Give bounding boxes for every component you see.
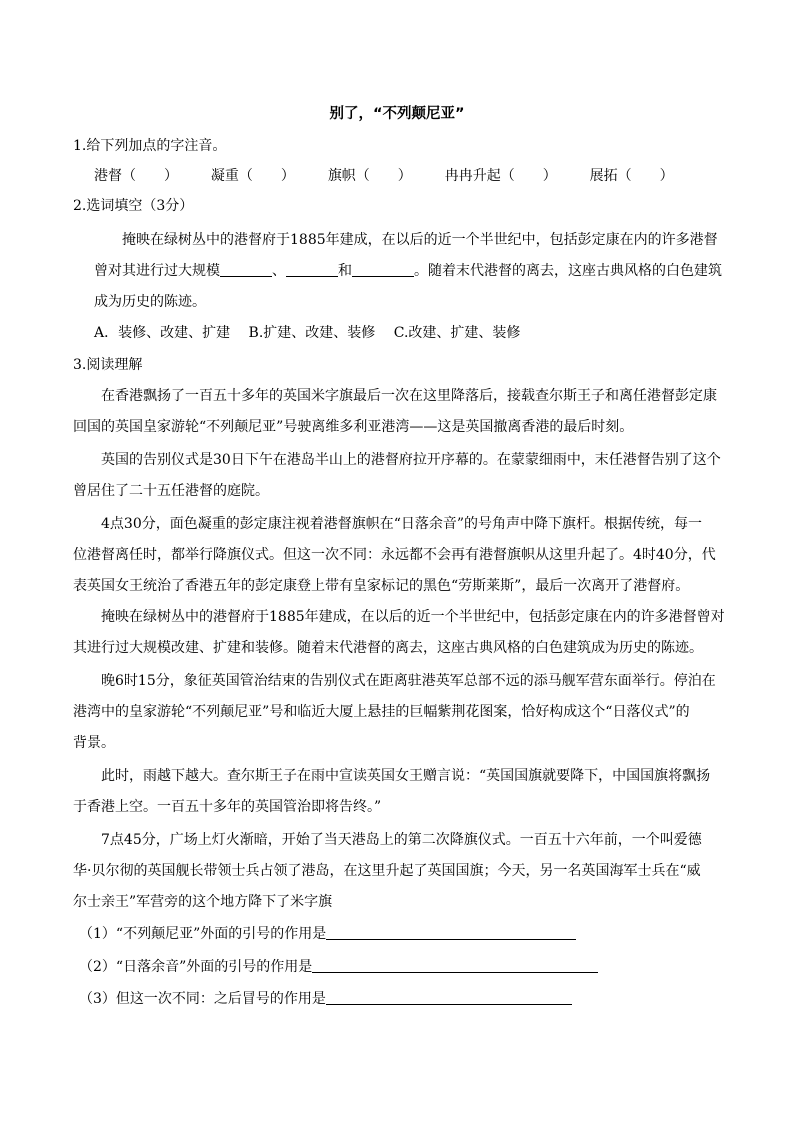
section1-heading: 1.给下列加点的字注音。 (73, 138, 227, 154)
reading-line: 其进行过大规模改建、扩建和装修。随着末代港督的离去，这座古典风格的白色建筑成为历史的陈迹。 (73, 640, 703, 656)
pinyin-item: 凝重（ ） (210, 168, 295, 184)
section2-heading: 2.选词填空（3分） (73, 198, 194, 214)
pinyin-item: 旗帜（ ） (327, 168, 412, 184)
reading-line: 此时，雨越下越大。查尔斯王子在雨中宣读英国女王赠言说：“英国国旗就要降下，中国国旗将飘扬 (101, 768, 711, 784)
question-1: （1）“不列颠尼亚”外面的引号的作用是 (79, 924, 576, 944)
reading-line: 曾居住了二十五任港督的庭院。 (73, 483, 269, 499)
question-2: （2）“日落余音”外面的引号的作用是 (79, 957, 598, 977)
answer-blank[interactable] (326, 990, 572, 1005)
reading-line: 于香港上空。一百五十多年的英国管治即将告终。” (73, 799, 382, 815)
fill-blank[interactable] (220, 262, 272, 277)
reading-line: 表英国女王统治了香港五年的彭定康登上带有皇家标记的黑色“劳斯莱斯”，最后一次离开了港督府。 (73, 578, 690, 594)
question-3: （3）但这一次不同：之后冒号的作用是 (79, 989, 572, 1009)
fill-blank[interactable] (286, 262, 338, 277)
fill-blank[interactable] (352, 262, 414, 277)
section2-para-line: 曾对其进行过大规模 、 和 。随着末代港督的离去，这座古典风格的白色建筑 (94, 263, 722, 279)
reading-line: 掩映在绿树丛中的港督府于1885年建成，在以后的近一个半世纪中，包括彭定康在内的许多港督曾对 (101, 609, 725, 625)
page-title: 别了，“不列颠尼亚” (329, 106, 465, 122)
reading-line: 尔士亲王”军营旁的这个地方降下了米字旗 (73, 894, 333, 910)
section2-para-line: 成为历史的陈迹。 (94, 294, 206, 310)
section3-heading: 3.阅读理解 (73, 357, 143, 373)
section2-para-line: 掩映在绿树丛中的港督府于1885年建成，在以后的近一个半世纪中，包括彭定康在内的许多港督 (122, 232, 718, 248)
reading-line: 7点45分，广场上灯火渐暗，开始了当天港岛上的第二次降旗仪式。一百五十六年前，一个叫爱德 (101, 832, 702, 848)
reading-line: 晚6时15分，象征英国管治结束的告别仪式在距离驻港英军总部不远的添马舰军营东面举行。停泊在 (101, 673, 716, 689)
reading-line: 在香港飘扬了一百五十多年的英国米字旗最后一次在这里降落后，接载查尔斯王子和离任港督彭定康 (101, 388, 717, 404)
reading-line: 背景。 (73, 735, 115, 751)
reading-line: 回国的英国皇家游轮“不列颠尼亚”号驶离维多利亚港湾——这是英国撤离香港的最后时刻。 (73, 419, 634, 435)
pinyin-item: 展拓（ ） (589, 168, 674, 184)
reading-line: 英国的告别仪式是30日下午在港岛半山上的港督府拉开序幕的。在蒙蒙细雨中，末任港督告别了这个 (101, 452, 721, 468)
reading-line: 位港督离任时，都举行降旗仪式。但这一次不同：永远都不会再有港督旗帜从这里升起了。4时40分，代 (73, 547, 716, 563)
answer-blank[interactable] (312, 958, 598, 973)
pinyin-item: 冉冉升起（ ） (444, 168, 557, 184)
pinyin-item: 港督（ ） (94, 168, 178, 184)
reading-line: 华·贝尔彻的英国舰长带领士兵占领了港岛，在这里升起了英国国旗；今天，另一名英国海军士兵在“威 (73, 863, 701, 879)
reading-line: 港湾中的皇家游轮“不列颠尼亚”号和临近大厦上悬挂的巨幅紫荆花图案，恰好构成这个“日落仪式”的 (73, 704, 690, 720)
answer-blank[interactable] (326, 925, 576, 940)
section2-options: A．装修、改建、扩建 B.扩建、改建、装修 C.改建、扩建、装修 (94, 325, 521, 341)
pinyin-items-row (94, 166, 674, 186)
reading-line: 4点30分，面色凝重的彭定康注视着港督旗帜在“日落余音”的号角声中降下旗杆。根据传统，每一 (101, 516, 703, 532)
